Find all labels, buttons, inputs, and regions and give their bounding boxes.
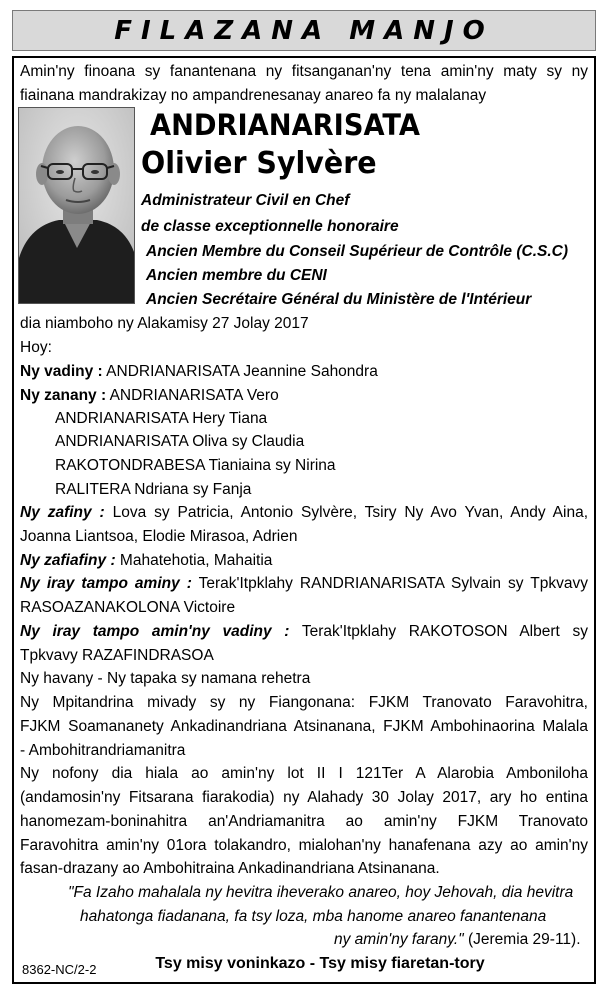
- iray-tampo-aminy-line-1: Terak'Itpklahy RANDRIANARISATA Sylvain sy Tpkvavy: [198, 575, 588, 592]
- reference-code: 8362-NC/2-2: [22, 962, 97, 977]
- funeral-line-2: (andamosin'ny Fitsarana fiarakodia) ny Alahady 30 Jolay 2017, ary ho entina: [20, 789, 588, 806]
- verse-line-3: [334, 928, 581, 952]
- zanany-first: ANDRIANARISATA Vero: [109, 387, 279, 404]
- funeral-line-5: fasan-drazany ao Ambohitraina Ankadinandriana Atsinanana.: [20, 860, 440, 877]
- zafiny-line-1: Lova sy Patricia, Antonio Sylvère, Tsiry Ny Avo Yvan, Andy Aina,: [112, 504, 588, 521]
- mpitandrina-line-1: Ny Mpitandrina mivady sy ny Fiangonana: FJKM Tranovato Faravohitra,: [20, 694, 588, 711]
- verse-line-3-text: ny amin'ny farany.": [334, 931, 464, 948]
- title-line-1: Administrateur Civil en Chef: [141, 192, 350, 209]
- portrait-photo: [18, 107, 135, 304]
- vadiny-label: Ny vadiny :: [20, 363, 103, 380]
- death-date: dia niamboho ny Alakamisy 27 Jolay 2017: [20, 315, 309, 332]
- funeral-line-3: hanomezam-boninahitra an'Andriamanitra ao amin'ny FJKM Tranovato: [20, 813, 588, 830]
- iray-tampo-aminy-line-2: RASOAZANAKOLONA Victoire: [20, 599, 236, 616]
- mpitandrina-line-2: FJKM Soamananety Ankadinandriana Atsinanana, FJKM Ambohinaorina Malala: [20, 718, 588, 735]
- zanany-child-4: RALITERA Ndriana sy Fanja: [55, 481, 252, 498]
- zafiafiny-value: Mahatehotia, Mahaitia: [119, 552, 273, 569]
- title-line-3: Ancien Membre du Conseil Supérieur de Contrôle (C.S.C): [146, 243, 568, 260]
- verse-reference: (Jeremia 29-11).: [463, 931, 581, 948]
- zafiny-label: Ny zafiny :: [20, 504, 105, 521]
- vadiny-value: ANDRIANARISATA Jeannine Sahondra: [106, 363, 378, 380]
- intro-line-1: Amin'ny finoana sy fanantenana ny fitsanganan'ny tena amin'ny maty sy ny: [20, 63, 588, 80]
- portrait-icon: [19, 108, 135, 304]
- zanany-row: [20, 384, 279, 408]
- zanany-label: Ny zanany :: [20, 387, 107, 404]
- iray-tampo-vadiny-row: [20, 620, 588, 644]
- funeral-line-1: Ny nofony dia hiala ao amin'ny lot II I 121Ter A Alarobia Amboniloha: [20, 765, 588, 782]
- vadiny-row: [20, 360, 378, 384]
- iray-tampo-aminy-label: Ny iray tampo aminy :: [20, 575, 192, 592]
- iray-tampo-vadiny-line-2: Tpkvavy RAZAFINDRASOA: [20, 647, 214, 664]
- zafiafiny-label: Ny zafiafiny :: [20, 552, 116, 569]
- title-line-4: Ancien membre du CENI: [146, 267, 327, 284]
- iray-tampo-aminy-row: [20, 572, 588, 596]
- zafiny-row: [20, 501, 588, 525]
- footer: [0, 955, 600, 973]
- title-line-2: de classe exceptionnelle honoraire: [141, 218, 399, 235]
- deceased-surname: ANDRIANARISATA: [150, 108, 421, 142]
- notice-title: FILAZANA MANJO: [114, 15, 494, 46]
- title-line-5: Ancien Secrétaire Général du Ministère de l'Intérieur: [146, 291, 532, 308]
- zanany-child-3: RAKOTONDRABESA Tianiaina sy Nirina: [55, 457, 336, 474]
- zafiny-line-2: Joanna Liantsoa, Elodie Mirasoa, Adrien: [20, 528, 298, 545]
- funeral-line-4: Faravohitra amin'ny 01ora tolakandro, mialohan'ny hanafenana azy ao amin'ny: [20, 837, 588, 854]
- zafiafiny-row: [20, 549, 272, 573]
- footer-text: Tsy misy voninkazo - Tsy misy fiaretan-tory: [155, 955, 485, 972]
- hoy-label: Hoy:: [20, 339, 52, 356]
- verse-line-2: hahatonga fiadanana, fa tsy loza, mba hanome anareo fanantenana: [80, 908, 547, 925]
- notice-header: [12, 10, 596, 51]
- deceased-given-names: Olivier Sylvère: [141, 146, 377, 181]
- verse-line-1: "Fa Izaho mahalala ny hevitra iheverako anareo, hoy Jehovah, dia hevitra: [68, 884, 574, 901]
- intro-line-2: fiainana mandrakizay no ampandrenesanay anareo fa ny malalanay: [20, 87, 487, 104]
- zanany-child-2: ANDRIANARISATA Oliva sy Claudia: [55, 433, 305, 450]
- iray-tampo-vadiny-label: Ny iray tampo amin'ny vadiny :: [20, 623, 290, 640]
- havany-line: Ny havany - Ny tapaka sy namana rehetra: [20, 670, 311, 687]
- iray-tampo-vadiny-line-1: Terak'Itpklahy RAKOTOSON Albert sy: [301, 623, 588, 640]
- zanany-child-1: ANDRIANARISATA Hery Tiana: [55, 410, 268, 427]
- mpitandrina-line-3: - Ambohitrandriamanitra: [20, 742, 186, 759]
